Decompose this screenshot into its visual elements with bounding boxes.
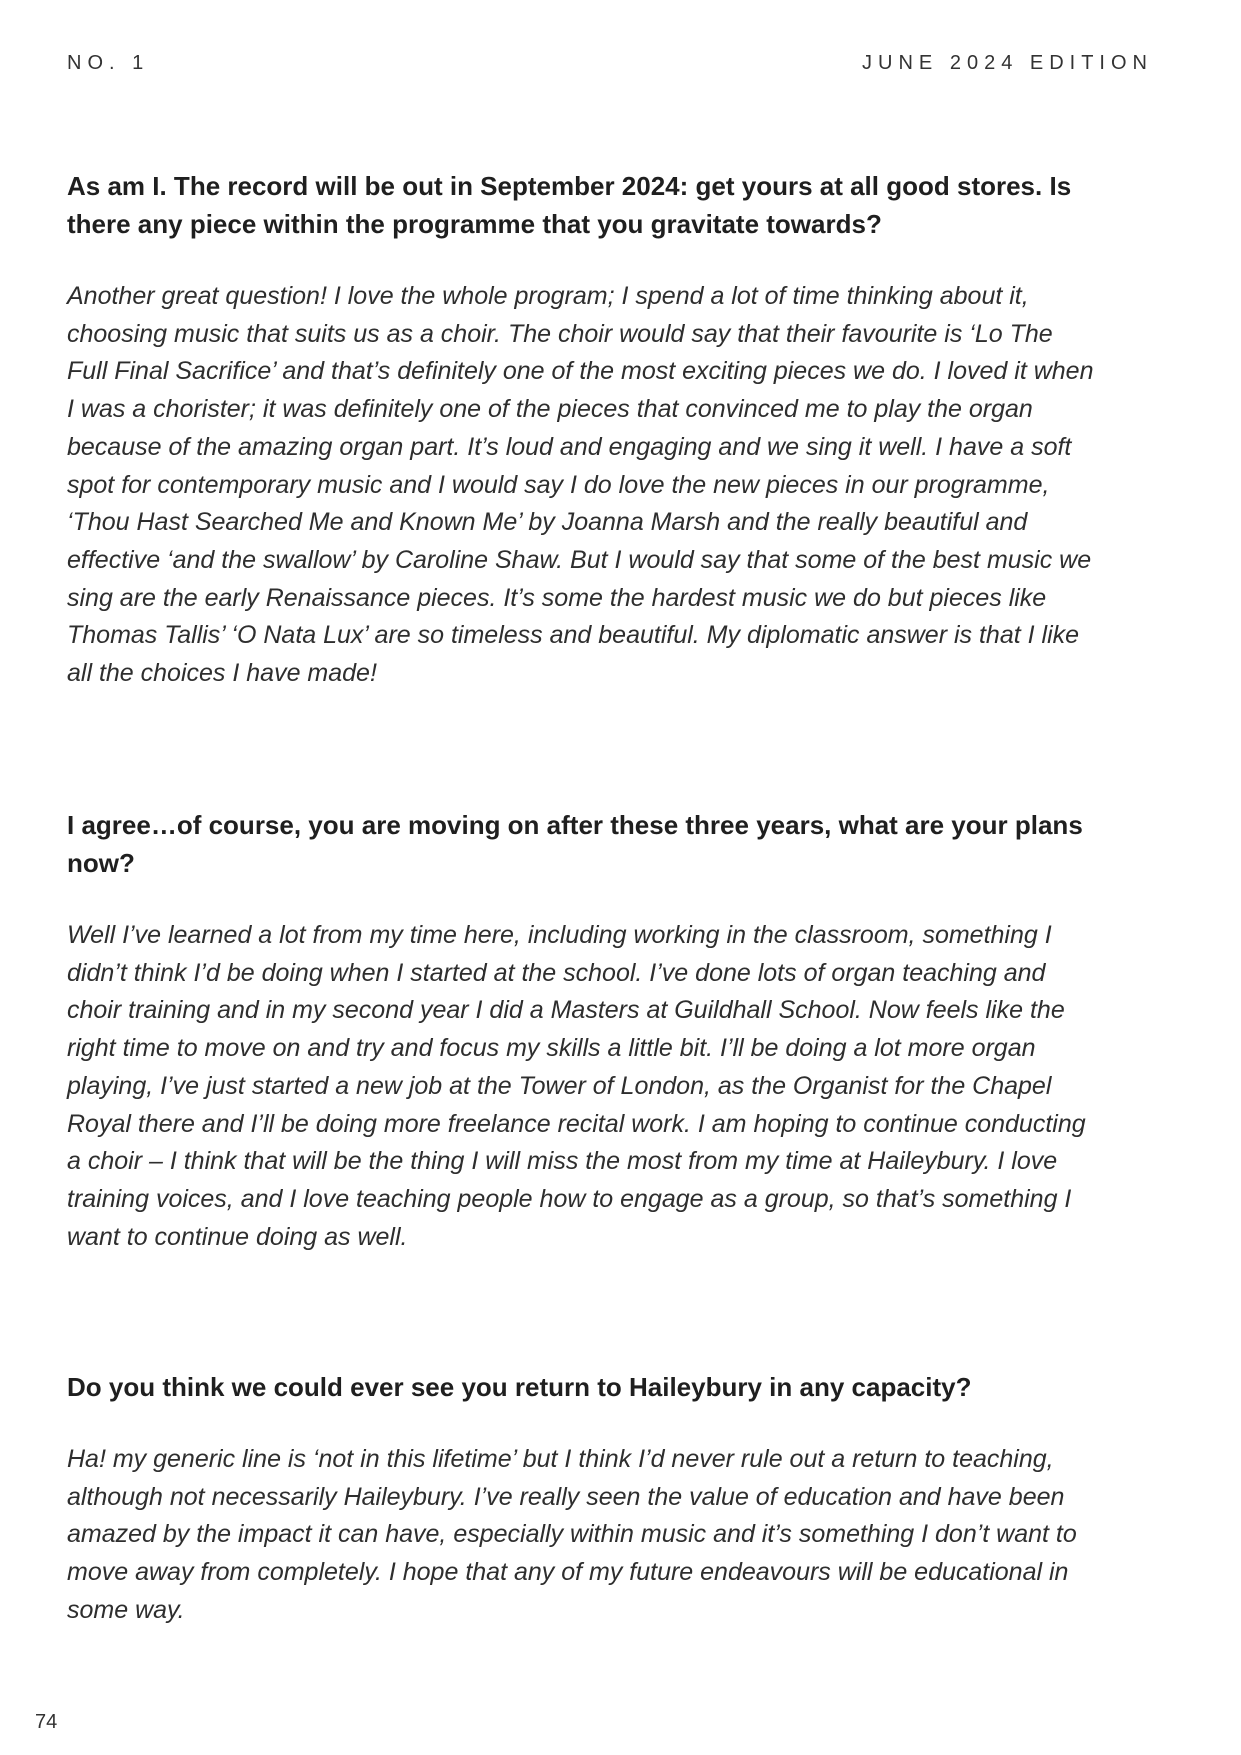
answer-line: Well I’ve learned a lot from my time here, including working in the classroom, something I — [67, 921, 1052, 949]
page-number: 74 — [35, 1711, 58, 1733]
answer-line: choir training and in my second year I did a Masters at Guildhall School. Now feels like the — [67, 996, 1065, 1025]
answer-line: training voices, and I love teaching people how to engage as a group, so that’s something I — [67, 1184, 1072, 1213]
interview-block-3 — [67, 1368, 1167, 1630]
issue-number: NO. 1 — [67, 52, 150, 74]
answer-line: some way. — [67, 1595, 185, 1624]
answer-line: although not necessarily Haileybury. I’ve really seen the value of education and have been — [67, 1482, 1065, 1511]
answer-line: right time to move on and try and focus my skills a little bit. I’ll be doing a lot more organ — [67, 1034, 1036, 1063]
question-1 — [67, 167, 1167, 243]
edition-label: JUNE 2024 EDITION — [862, 52, 1153, 74]
answer-line: move away from completely. I hope that any of my future endeavours will be educational in — [67, 1558, 1069, 1587]
answer-line: because of the amazing organ part. It’s loud and engaging and we sing it well. I have a soft — [67, 432, 1072, 461]
answer-line: amazed by the impact it can have, especially within music and it’s something I don’t want to — [67, 1520, 1077, 1549]
answer-3 — [67, 1441, 1167, 1630]
answer-2 — [67, 917, 1167, 1256]
answer-line: sing are the early Renaissance pieces. It’s some the hardest music we do but pieces like — [67, 583, 1047, 612]
answer-line: ‘Thou Hast Searched Me and Known Me’ by Joanna Marsh and the really beautiful and — [67, 508, 1028, 537]
answer-line: Full Final Sacrifice’ and that’s definitely one of the most exciting pieces we do. I loved it when — [67, 357, 1094, 386]
answer-line: Royal there and I’ll be doing more freelance recital work. I am hoping to continue conducting — [67, 1109, 1086, 1138]
answer-line: want to continue doing as well. — [67, 1222, 408, 1251]
answer-1 — [67, 278, 1167, 693]
question-line: there any piece within the programme that you gravitate towards? — [67, 209, 882, 239]
question-3 — [67, 1368, 1167, 1406]
interview-block-2 — [67, 806, 1167, 1256]
question-line: I agree…of course, you are moving on after these three years, what are your plans — [67, 810, 1083, 840]
answer-line: choosing music that suits us as a choir. The choir would say that their favourite is ‘Lo The — [67, 319, 1053, 348]
interview-block-1 — [67, 167, 1167, 693]
question-line: Do you think we could ever see you return to Haileybury in any capacity? — [67, 1372, 972, 1402]
answer-line: spot for contemporary music and I would say I do love the new pieces in our programme, — [67, 470, 1050, 499]
answer-line: effective ‘and the swallow’ by Caroline Shaw. But I would say that some of the best music we — [67, 545, 1092, 574]
question-2 — [67, 806, 1167, 882]
answer-line: all the choices I have made! — [67, 659, 377, 688]
question-line: As am I. The record will be out in September 2024: get yours at all good stores. Is — [67, 171, 1072, 201]
answer-line: playing, I’ve just started a new job at the Tower of London, as the Organist for the Chapel — [67, 1071, 1052, 1100]
answer-line: a choir – I think that will be the thing I will miss the most from my time at Haileybury. I love — [67, 1147, 1058, 1176]
answer-line: didn’t think I’d be doing when I started at the school. I’ve done lots of organ teaching and — [67, 958, 1046, 987]
answer-line: Another great question! I love the whole program; I spend a lot of time thinking about it, — [67, 282, 1029, 310]
answer-line: I was a chorister; it was definitely one of the pieces that convinced me to play the organ — [67, 395, 1033, 424]
answer-line: Ha! my generic line is ‘not in this lifetime’ but I think I’d never rule out a return to teaching, — [67, 1445, 1054, 1473]
answer-line: Thomas Tallis’ ‘O Nata Lux’ are so timeless and beautiful. My diplomatic answer is that I like — [67, 621, 1080, 650]
question-line: now? — [67, 848, 135, 878]
